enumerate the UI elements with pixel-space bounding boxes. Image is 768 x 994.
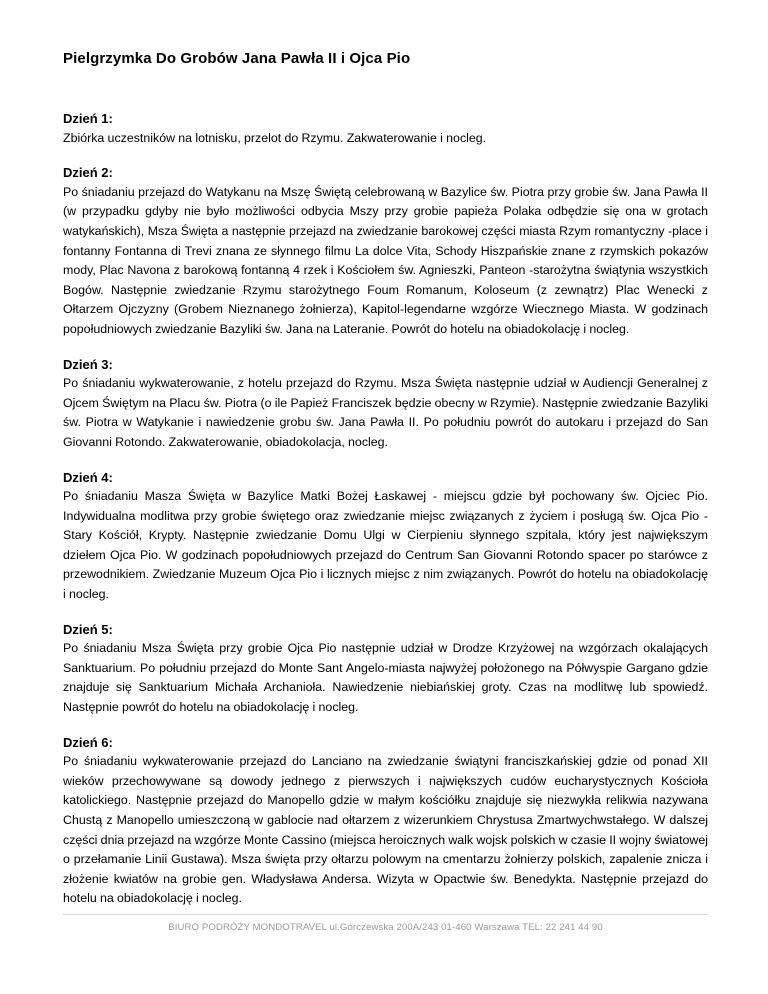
day-description: Zbiórka uczestników na lotnisku, przelot do Rzymu. Zakwaterowanie i nocleg. xyxy=(63,130,487,145)
day-description: Po śniadaniu wykwaterowanie, z hotelu przejazd do Rzymu. Msza Święta następnie udział w Audiencji Generalnej z Ojcem Świętym na Placu św. Piotra (o ile Papież Franciszek będzie obecny w Rzymie). Następnie zwiedzanie Bazyliki św. Piotra w Watykanie i nawiedzenie grobu św. Jana Pawła II. Po południu powrót do autokaru i przejazd do San Giovanni Rotondo. Zakwaterowanie, obiadokolacja, nocleg. xyxy=(63,376,708,449)
document-title: Pielgrzymka Do Grobów Jana Pawła II i Ojca Pio xyxy=(63,50,411,67)
day-section-1 xyxy=(63,109,708,148)
itinerary-content xyxy=(63,109,708,924)
page-footer: BIURO PODRÓŻY MONDOTRAVEL ul.Górczewska 200A/243 01-460 Warszawa TEL: 22 241 44 90 xyxy=(168,922,603,933)
day-description: Po śniadaniu Masza Święta w Bazylice Matki Bożej Łaskawej - miejscu gdzie był pochowany św. Ojciec Pio. Indywidualna modlitwa przy grobie świętego oraz zwiedzanie miejsc związanych z życiem i posługą św. Ojca Pio - Stary Kościół, Krypty. Następnie zwiedzanie Domu Ulgi w Cierpieniu słynnego szpitala, który jest największym dziełem Ojca Pio. W godzinach popołudniowych przejazd do Centrum San Giovanni Rotondo spacer po starówce z przewodnikiem. Zwiedzanie Muzeum Ojca Pio i licznych miejsc z nim związanych. Powrót do hotelu na obiadokolację i nocleg. xyxy=(63,489,708,602)
day-description: Po śniadaniu wykwaterowanie przejazd do Lanciano na zwiedzanie świątyni franciszkańskiej gdzie od ponad XII wieków przechowywane są dowody jednego z pierwszych i największych cudów eucharystycznych Kościoła katolickiego. Następnie przejazd do Manopello gdzie w małym kościółku znajduje się niezwykła relikwia nazywana Chustą z Manopello umieszczoną w gablocie nad ołtarzem z wizerunkiem Chrystusa Zmartwychwstałego. W dalszej części dnia przejazd na wzgórze Monte Cassino (miejsca heroicznych walk wojsk polskich w czasie II wojny światowej o przełamanie Linii Gustawa). Msza święta przy ołtarzu polowym na cmentarzu żołnierzy polskich, zapalenie znicza i złożenie kwiatów na grobie gen. Władysława Andersa. Wizyta w Opactwie św. Benedykta. Następnie przejazd do hotelu na obiadokolację i nocleg. xyxy=(63,754,708,906)
day-section-4 xyxy=(63,468,708,605)
day-heading: Dzień 6: xyxy=(63,734,113,750)
day-heading: Dzień 4: xyxy=(63,469,113,485)
day-section-5 xyxy=(63,620,708,718)
day-heading: Dzień 1: xyxy=(63,111,113,126)
day-heading: Dzień 2: xyxy=(63,165,113,181)
day-section-3 xyxy=(63,355,708,453)
day-section-6 xyxy=(63,733,708,909)
footer-divider xyxy=(63,914,708,915)
day-heading: Dzień 5: xyxy=(63,621,113,637)
day-description: Po śniadaniu Msza Święta przy grobie Ojca Pio następnie udział w Drodze Krzyżowej na wzgórzach okalających Sanktuarium. Po południu przejazd do Monte Sant Angelo-miasta najwyżej położonego na Półwyspie Gargano gdzie znajduje się Sanktuarium Michała Archanioła. Nawiedzenie niebiańskiej groty. Czas na modlitwę lub spowiedź. Następnie powrót do hotelu na obiadokolację i nocleg. xyxy=(63,641,708,715)
day-section-2 xyxy=(63,163,708,339)
day-description: Po śniadaniu przejazd do Watykanu na Mszę Świętą celebrowaną w Bazylice św. Piotra przy grobie św. Jana Pawła II (w przypadku gdyby nie było możliwości odbycia Mszy przy grobie papieża Polaka odbędzie się ona w grotach watykańskich), Msza Święta a następnie przejazd na zwiedzanie barokowej części miasta Rzym romantyczny -place i fontanny Fontanna di Trevi znana ze słynnego filmu La dolce Vita, Schody Hiszpańskie znane z rzymskich pokazów mody, Plac Navona z barokową fontanną 4 rzek i Kościołem św. Agnieszki, Panteon -starożytna świątynia wszystkich Bogów. Następnie zwiedzanie Rzymu starożytnego Foum Romanum, Koloseum (z zewnątrz) Plac Wenecki z Ołtarzem Ojczyzny (Grobem Nieznanego żołnierza), Kapitol-legendarne wzgórze Wiecznego Miasta. W godzinach popołudniowych zwiedzanie Bazyliki św. Jana na Lateranie. Powrót do hotelu na obiadokolację i nocleg. xyxy=(63,184,708,336)
day-heading: Dzień 3: xyxy=(63,356,113,372)
